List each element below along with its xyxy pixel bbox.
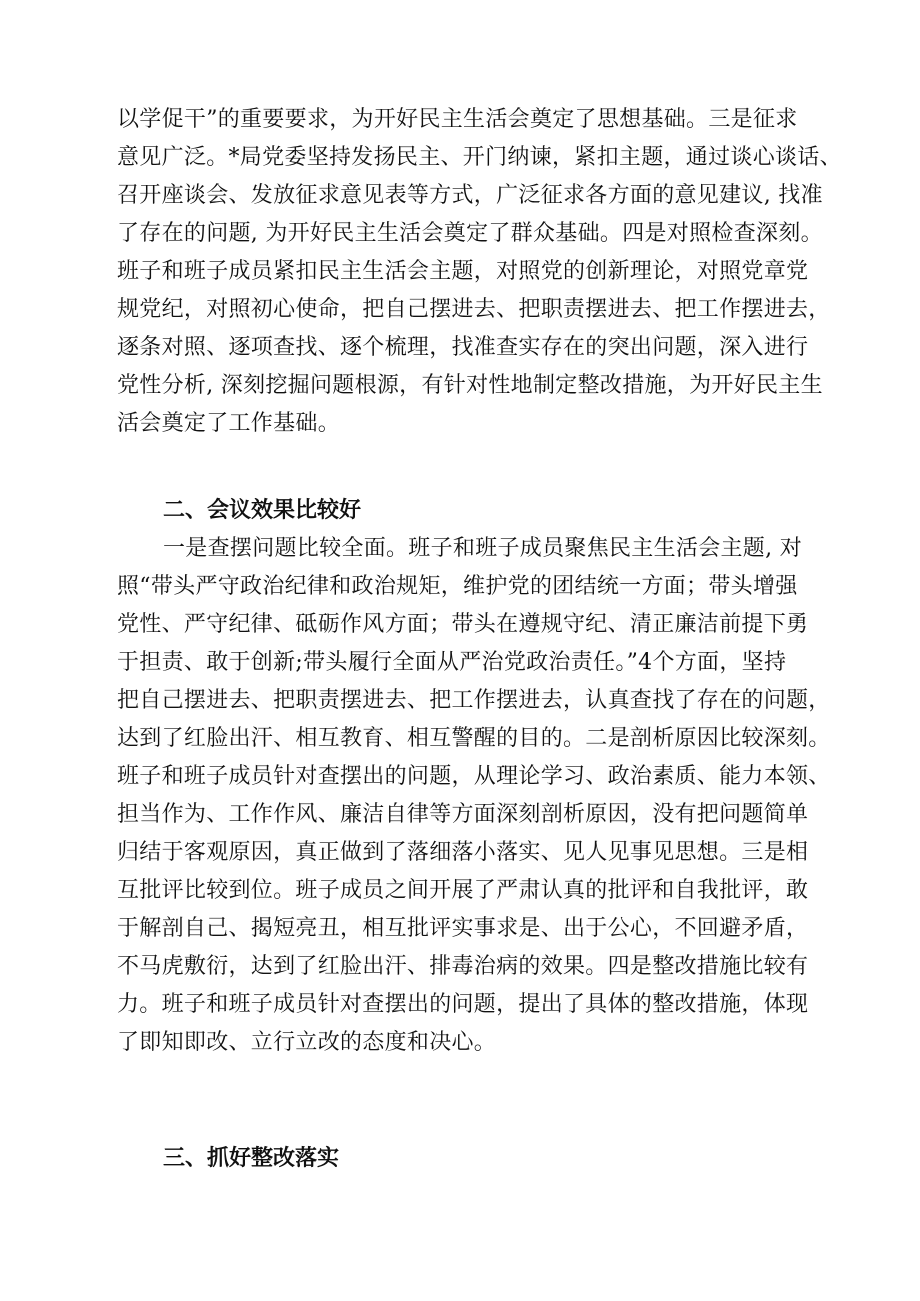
paragraph-line: 班子和班子成员紧扣民主生活会主题，对照党的创新理论，对照党章党 — [117, 259, 809, 284]
paragraph-line: 班子和班子成员针对查摆出的问题，从理论学习、政治素质、能力本领、 — [117, 764, 831, 789]
paragraph-line: 力。班子和班子成员针对查摆出的问题，提出了具体的整改措施，体现 — [117, 992, 809, 1017]
paragraph-line: 担当作为、工作作风、廉洁自律等方面深刻剖析原因，没有把问题简单 — [117, 802, 809, 827]
paragraph-line: 于解剖自己、揭短亮丑，相互批评实事求是、出于公心，不回避矛盾， — [117, 916, 809, 941]
paragraph-line: 于担责、敢于创新;带头履行全面从严治党政治责任。”4个方面，坚持 — [117, 650, 787, 675]
paragraph-line: 逐条对照、逐项查找、逐个梳理，找准查实存在的突出问题，深入进行 — [117, 335, 809, 360]
paragraph-line: 一是查摆问题比较全面。班子和班子成员聚焦民主生活会主题, 对 — [163, 536, 802, 561]
paragraph-line: 把自己摆进去、把职责摆进去、把工作摆进去，认真查找了存在的问题， — [117, 688, 831, 713]
paragraph-line: 规党纪，对照初心使命，把自己摆进去、把职责摆进去、把工作摆进去， — [117, 297, 831, 322]
paragraph-line: 互批评比较到位。班子成员之间开展了严肃认真的批评和自我批评，敢 — [117, 878, 809, 903]
paragraph-line: 党性分析, 深刻挖掘问题根源，有针对性地制定整改措施，为开好民主生 — [117, 373, 823, 398]
paragraph-line: 党性、严守纪律、砥砺作风方面；带头在遵规守纪、清正廉洁前提下勇 — [117, 612, 809, 637]
section-heading: 三、抓好整改落实 — [163, 1146, 340, 1171]
paragraph-line: 活会奠定了工作基础。 — [117, 411, 341, 436]
section-heading: 二、会议效果比较好 — [163, 498, 362, 523]
paragraph-line: 归结于客观原因，真正做到了落细落小落实、见人见事见思想。三是相 — [117, 840, 809, 865]
paragraph-line: 达到了红脸出汗、相互教育、相互警醒的目的。二是剖析原因比较深刻。 — [117, 726, 831, 751]
paragraph-line: 不马虎敷衍，达到了红脸出汗、排毒治病的效果。四是整改措施比较有 — [117, 954, 809, 979]
paragraph-line: 了存在的问题, 为开好民主生活会奠定了群众基础。四是对照检查深刻。 — [117, 221, 823, 246]
paragraph-line: 了即知即改、立行立改的态度和决心。 — [117, 1030, 497, 1055]
paragraph-line: 以学促干”的重要要求，为开好民主生活会奠定了思想基础。三是征求 — [117, 107, 798, 132]
paragraph-line: 召开座谈会、发放征求意见表等方式，广泛征求各方面的意见建议, 找准 — [117, 183, 823, 208]
paragraph-line: 照“带头严守政治纪律和政治规矩，维护党的团结统一方面；带头增强 — [117, 574, 798, 599]
paragraph-line: 意见广泛。*局党委坚持发扬民主、开门纳谏，紧扣主题，通过谈心谈话、 — [117, 145, 842, 170]
